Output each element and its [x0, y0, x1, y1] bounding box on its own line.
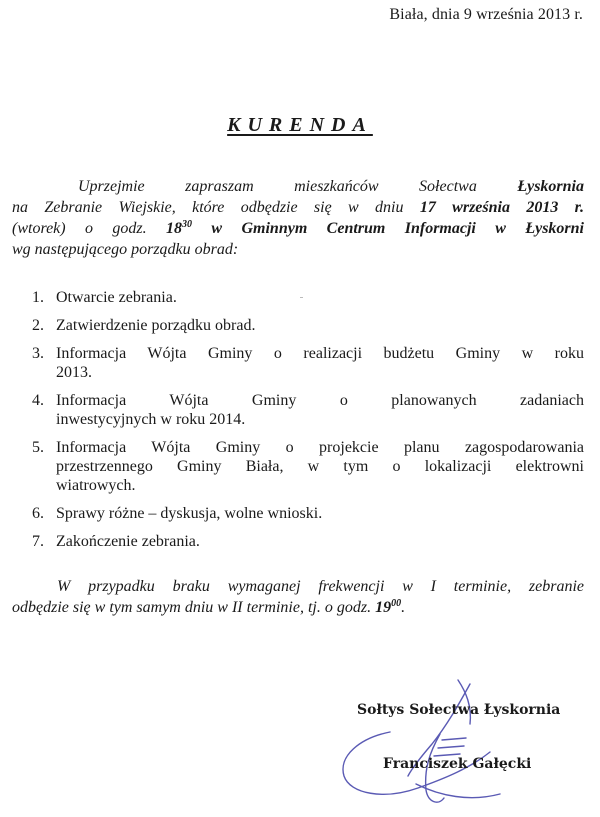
meeting-time: [166, 220, 192, 237]
agenda-item-number: 6.: [32, 505, 44, 522]
date-line: Biała, dnia 9 września 2013 r.: [389, 6, 583, 23]
invitation-paragraph: [12, 176, 584, 260]
agenda-item: [32, 391, 584, 429]
meeting-minutes: 30: [182, 219, 193, 230]
agenda-item-text: Otwarcie zebrania.: [56, 289, 177, 306]
agenda-item-text: Zatwierdzenie porządku obrad.: [56, 317, 256, 334]
intro-text: Uprzejmie zapraszam mieszkańców Sołectwa: [78, 178, 518, 195]
second-term-hour: 19: [375, 599, 392, 616]
agenda-item: [32, 344, 584, 382]
agenda-item-text: wiatrowych.: [56, 477, 136, 494]
closing-line-1: W przypadku braku wymaganej frekwencji w I terminie, zebranie: [57, 578, 584, 595]
village-name: Łyskornia: [517, 178, 584, 195]
intro-text: na Zebranie Wiejskie, które odbędzie się w dniu: [12, 199, 420, 216]
agenda-item-text: inwestycyjnych w roku 2014.: [56, 411, 246, 428]
agenda-item-text: Sprawy różne – dyskusja, wolne wnioski.: [56, 505, 323, 522]
closing-period: .: [401, 599, 406, 616]
agenda-item-text: Informacja Wójta Gminy o realizacji budżetu Gminy w roku: [56, 345, 584, 362]
intro-line-4: wg następującego porządku obrad:: [12, 241, 239, 258]
intro-text: (wtorek) o godz.: [12, 220, 167, 237]
agenda-item: [32, 438, 584, 495]
meeting-location: w Gminnym Centrum Informacji w Łyskorni: [192, 220, 585, 237]
intro-line-1: [12, 176, 584, 197]
meeting-hour: 18: [166, 220, 183, 237]
agenda-item-text: 2013.: [56, 364, 92, 381]
agenda-item: [32, 532, 584, 551]
agenda-item-text: Zakończenie zebrania.: [56, 533, 200, 550]
agenda-item-number: 2.: [32, 317, 44, 334]
agenda-item-number: 5.: [32, 439, 44, 456]
second-term-minutes: 00: [391, 598, 402, 609]
signatory-name: Franciszek Gałęcki: [383, 756, 532, 772]
second-term-time: [375, 599, 401, 616]
document-title: KURENDA: [227, 114, 373, 136]
agenda-item-text: Informacja Wójta Gminy o planowanych zadaniach: [56, 392, 584, 409]
agenda-item: [32, 288, 584, 307]
intro-line-2: [12, 197, 584, 218]
closing-text: odbędzie się w tym samym dniu w II terminie, tj. o godz.: [12, 599, 376, 616]
closing-paragraph: [12, 576, 584, 618]
handwritten-signature: [320, 672, 520, 812]
scan-speck: [300, 297, 303, 298]
closing-line-2: [12, 597, 584, 618]
agenda-list: [32, 288, 584, 560]
signatory-role: Sołtys Sołectwa Łyskornia: [357, 702, 561, 718]
agenda-item-number: 7.: [32, 533, 44, 550]
agenda-item: [32, 504, 584, 523]
agenda-item-text: Informacja Wójta Gminy o projekcie planu zagospodarowania: [56, 439, 584, 456]
meeting-date: 17 września 2013 r.: [419, 199, 584, 216]
agenda-item-number: 3.: [32, 345, 44, 362]
intro-line-3: [12, 218, 584, 239]
agenda-item: [32, 316, 584, 335]
agenda-item-number: 1.: [32, 289, 44, 306]
agenda-item-number: 4.: [32, 392, 44, 409]
signature-stroke: [416, 784, 500, 798]
signature-stroke: [434, 738, 466, 756]
agenda-item-text: przestrzennego Gminy Biała, w tym o lokalizacji elektrowni: [56, 458, 584, 475]
